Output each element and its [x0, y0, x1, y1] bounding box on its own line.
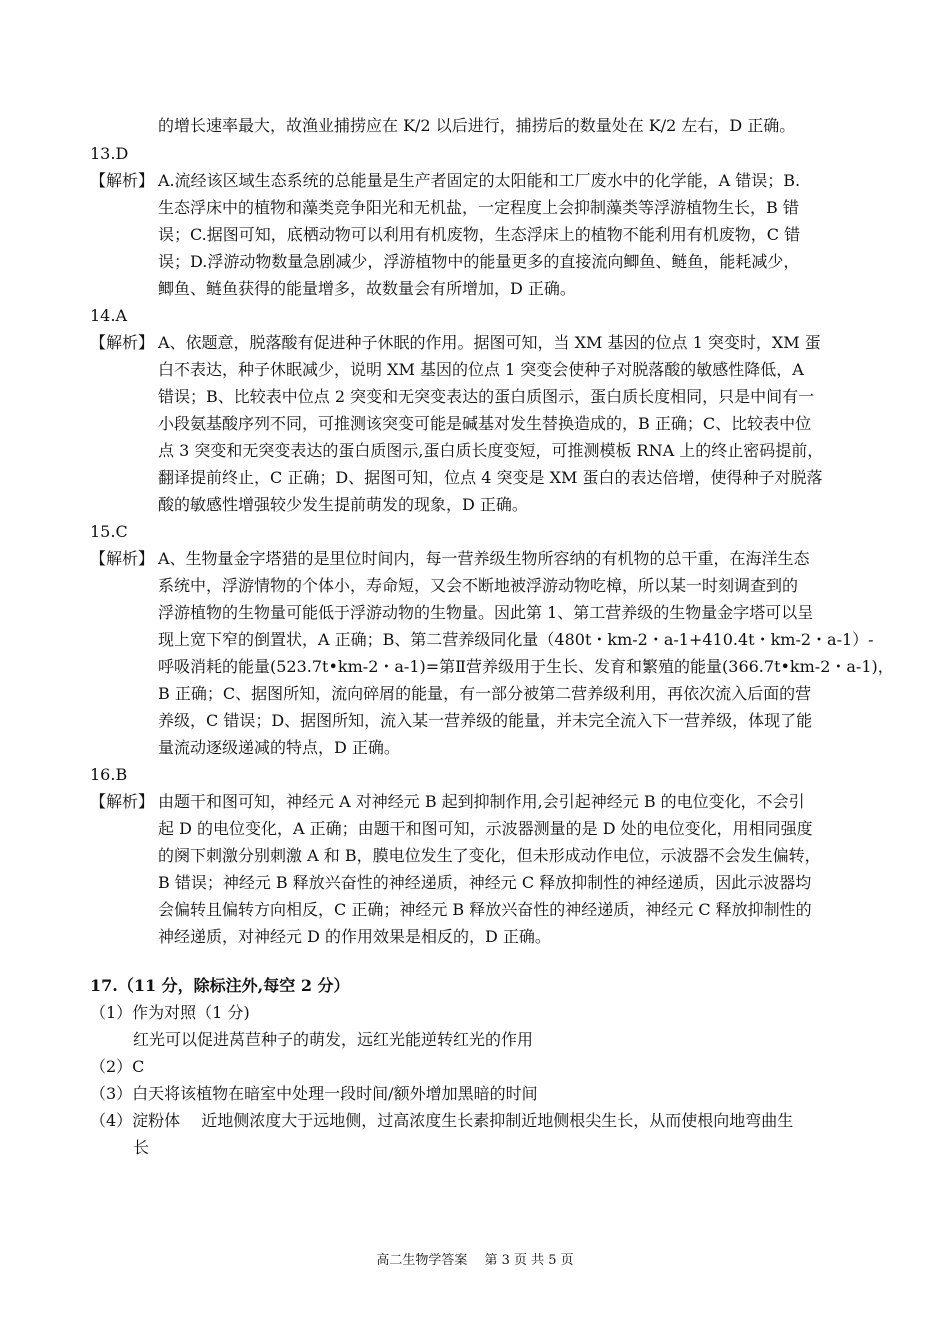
q14-answer: 14.A [90, 306, 127, 325]
q14-line-7: 酸的敏感性增强较少发生提前萌发的现象，D 正确。 [158, 495, 528, 514]
q17-heading: 17.（11 分，除标注外,每空 2 分） [90, 976, 350, 995]
q13-line-5: 鲫鱼、鲢鱼获得的能量增多，故数量会有所增加，D 正确。 [158, 279, 576, 298]
q15-line-3: 浮游植物的生物量可能低于浮游动物的生物量。因此第 1、第工营养级的生物量金字塔可以呈 [158, 603, 814, 622]
q14-line-3: 错误；B、比较表中位点 2 突变和无突变表达的蛋白质图示，蛋白质长度相同，只是中间有一 [158, 387, 815, 406]
q14-line-4: 小段氨基酸序列不同，可推测该突变可能是碱基对发生替换造成的，B 正确；C、比较表中位 [158, 414, 812, 433]
q13-line-3: 误；C.据图可知，底栖动物可以利用有机废物，生态浮床上的植物不能利用有机废物，C 错 [158, 225, 801, 244]
q14-line-2: 白不表达，种子休眠减少，说明 XM 基因的位点 1 突变会使种子对脱落酸的敏感性降低，A [158, 360, 804, 379]
q17-item-2: （2）C [90, 1057, 145, 1076]
q16-line-3: 的阕下刺激分别刺激 A 和 B，膜电位发生了变化，但未形成动作电位，示波器不会发生偏转， [158, 846, 821, 865]
q15-answer: 15.C [90, 522, 128, 541]
q16-line-6: 神经递质，对神经元 D 的作用效果是相反的，D 正确。 [158, 927, 551, 946]
q13-line-2: 生态浮床中的植物和藻类竞争阳光和无机盐，一定程度上会抑制藻类等浮游植物生长，B 错 [158, 198, 799, 217]
q13-line-4: 误；D.浮游动物数量急剧减少，浮游植物中的能量更多的直接流向鲫鱼、鲢鱼，能耗减少， [158, 252, 800, 271]
q15-line-6: B 正确；C、据图所知，流向碎屑的能量，有一部分被第二营养级利用，再依次流入后面的营 [158, 684, 812, 703]
q13-analysis-label: 【解析】 [90, 171, 155, 190]
q15-line-1: A、生物量金字塔猎的是里位时间内，每一营养级生物所容纳的有机物的总干重，在海洋生态 [158, 549, 810, 568]
page-footer: 高二生物学答案 第 3 页 共 5 页 [376, 1253, 574, 1268]
q16-line-4: B 错误；神经元 B 释放兴奋性的神经递质，神经元 C 释放抑制性的神经递质，因此示波器均 [158, 873, 812, 892]
q14-analysis-label: 【解析】 [90, 333, 155, 352]
q15-line-4: 现上宽下窄的倒置状，A 正确；B、第二营养级同化量（480t・km-2・a-1+410.4t・km-2・a-1）- [158, 630, 874, 649]
q17-item-1-answer: 红光可以促进莴苣种子的萌发，远红光能逆转红光的作用 [133, 1030, 534, 1049]
q15-line-5: 呼吸消耗的能量(523.7t•km-2・a-1)=第Ⅱ营养级用于生长、发育和繁殖的能量(366.7t•km-2・a-1)， [158, 657, 894, 676]
q16-analysis-label: 【解析】 [90, 792, 155, 811]
q15-line-8: 量流动逐级递减的特点，D 正确。 [158, 738, 400, 757]
q13-answer: 13.D [90, 144, 129, 163]
q12-tail-line: 的增长速率最大，故渔业捕捞应在 K/2 以后进行，捕捞后的数量处在 K/2 左右，D 正确。 [158, 116, 796, 135]
q15-line-2: 系统中，浮游情物的个体小，寿命短，又会不断地被浮游动物吃樟，所以某一时刻调查到的 [158, 576, 799, 595]
q16-line-1: 由题干和图可知，神经元 A 对神经元 B 起到抑制作用,会引起神经元 B 的电位变化，不会引 [158, 792, 805, 811]
q13-line-1: A.流经该区域生态系统的总能量是生产者固定的太阳能和工厂废水中的化学能，A 错误；B. [158, 171, 801, 190]
q17-item-4: （4）淀粉体 近地侧浓度大于远地侧，过高浓度生长素抑制近地侧根尖生长，从而使根向地弯曲生 [90, 1111, 794, 1130]
q16-line-5: 会偏转且偏转方向相反，C 正确；神经元 B 释放兴奋性的神经递质，神经元 C 释放抑制性的 [158, 900, 812, 919]
q14-line-6: 翻译提前终止，C 正确；D、据图可知，位点 4 突变是 XM 蛋白的表达倍增，使得种子对脱落 [158, 468, 823, 487]
q17-item-3: （3）白天将该植物在暗室中处理一段时间/额外增加黑暗的时间 [90, 1084, 538, 1103]
q16-answer: 16.B [90, 765, 128, 784]
q17-item-4-cont: 长 [133, 1138, 150, 1157]
q15-analysis-label: 【解析】 [90, 549, 155, 568]
q17-item-1: （1）作为对照（1 分) [90, 1003, 250, 1022]
q15-line-7: 养级，C 错误；D、据图所知，流入某一营养级的能量，并未完全流入下一营养级，体现了能 [158, 711, 813, 730]
q16-line-2: 起 D 的电位变化，A 正确；由题干和图可知，示波器测量的是 D 处的电位变化，用相同强度 [158, 819, 813, 838]
q14-line-5: 点 3 突变和无突变表达的蛋白质图示,蛋白质长度变短，可推测模板 RNA 上的终止密码提前， [158, 441, 824, 460]
q14-line-1: A、依题意，脱落酸有促进种子休眠的作用。据图可知，当 XM 基因的位点 1 突变时，XM 蛋 [158, 333, 821, 352]
